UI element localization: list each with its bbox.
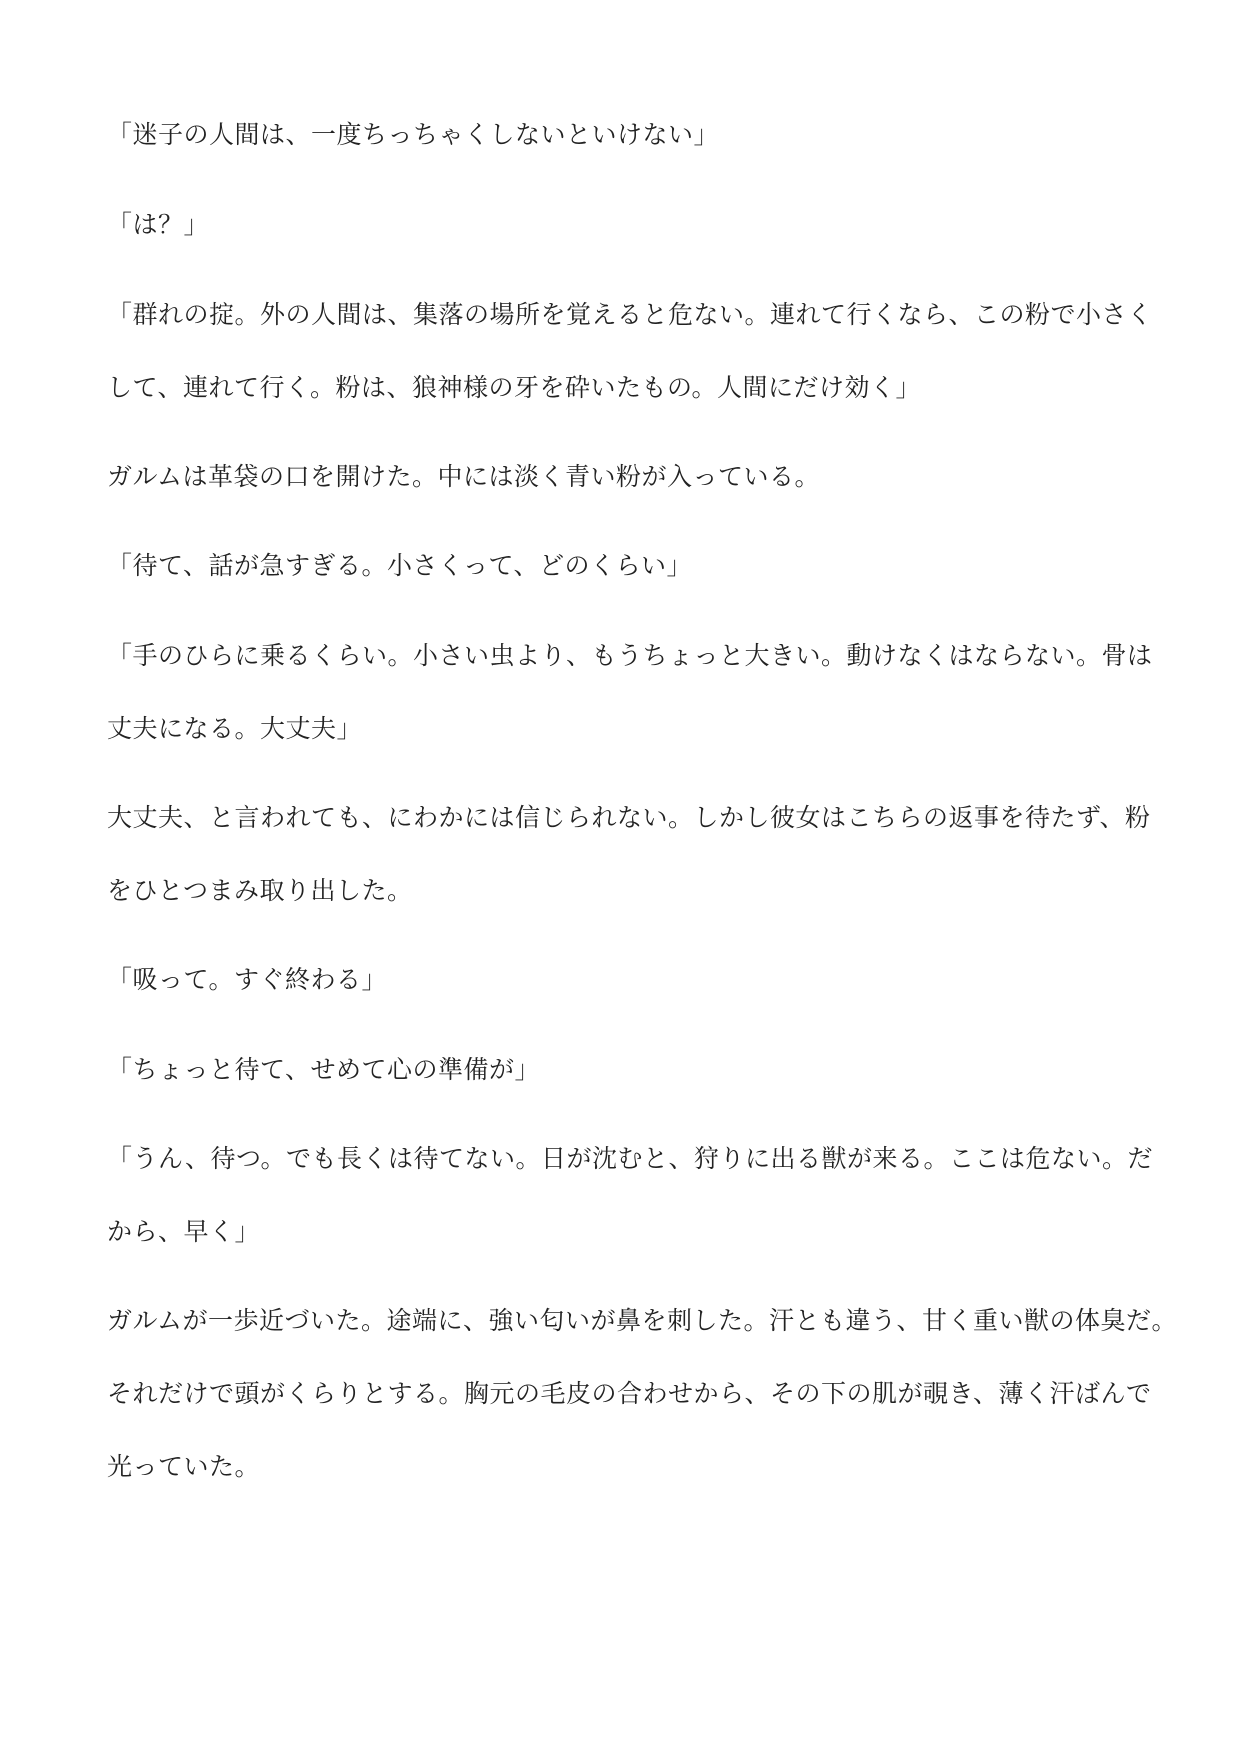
text-line: 「群れの掟。外の人間は、集落の場所を覚えると危ない。連れて行くなら、この粉で小さく [107,300,1153,329]
text-line: をひとつまみ取り出した。 [107,876,413,905]
text-line: 「待て、話が急すぎる。小さくって、どのくらい」 [107,551,693,580]
text-line: 光っていた。 [107,1452,261,1481]
text-line: 「手のひらに乗るくらい。小さい虫より、もうちょっと大きい。動けなくはならない。骨は [107,641,1153,670]
text-line: 「ちょっと待て、せめて心の準備が」 [107,1055,541,1084]
text-line: から、早く」 [107,1217,261,1246]
text-line: 「吸って。すぐ終わる」 [107,965,388,994]
text-line: ガルムは革袋の口を開けた。中には淡く青い粉が入っている。 [107,462,821,491]
text-line: して、連れて行く。粉は、狼神様の牙を砕いたもの。人間にだけ効く」 [107,373,922,402]
text-line: 大丈夫、と言われても、にわかには信じられない。しかし彼女はこちらの返事を待たず、粉 [107,803,1151,832]
text-line: 「は？」 [107,210,210,239]
text-line: 丈夫になる。大丈夫」 [107,714,363,743]
text-line: 「うん、待つ。でも長くは待てない。日が沈むと、狩りに出る獣が来る。ここは危ない。だ [107,1144,1154,1173]
text-line: 「迷子の人間は、一度ちっちゃくしないといけない」 [107,120,720,149]
text-line: ガルムが一歩近づいた。途端に、強い匂いが鼻を刺した。汗とも違う、甘く重い獣の体臭だ。 [107,1306,1178,1335]
text-line: それだけで頭がくらりとする。胸元の毛皮の合わせから、その下の肌が覗き、薄く汗ばんで [107,1379,1152,1408]
